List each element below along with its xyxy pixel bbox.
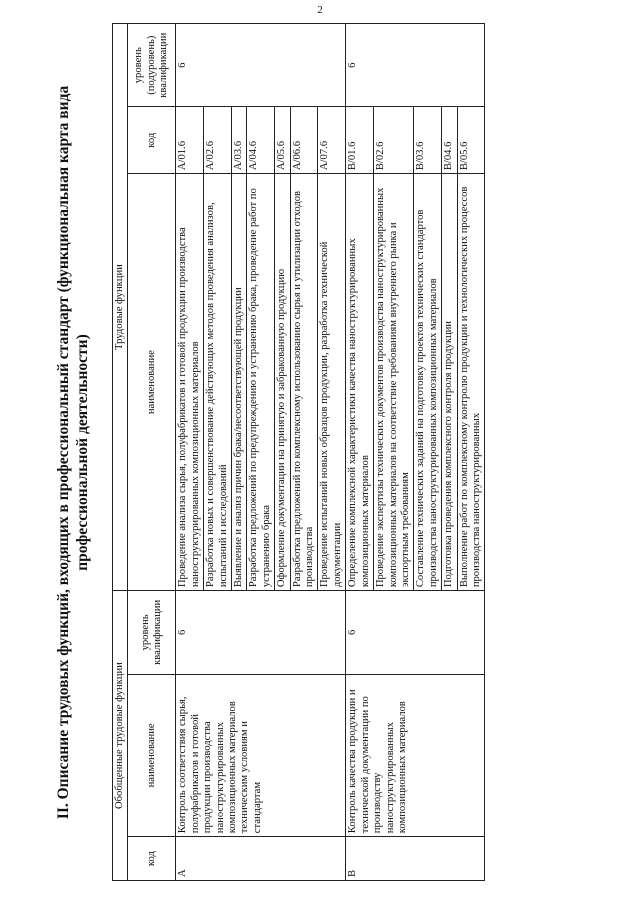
function-code: A/05.6 (275, 107, 290, 174)
function-name: Составление технических заданий на подготовку проектов технических стандартов производства наноструктурированных композиционных материалов (414, 174, 442, 591)
group-name: Контроль соответствия сырья, полуфабрикатов и готовой продукции производства наноструктурированных композиционных материалов техническим условиям и стандартам (176, 674, 346, 837)
function-name: Определение комплексной характеристики качества наноструктурированных композиционных материалов (346, 174, 374, 591)
function-name: Проведение экспертизы технических документов производства наноструктурированных композиционных материалов на соответствие требованиям внутреннего рынка и экспортным требованиям (374, 174, 414, 591)
document-title (54, 0, 92, 905)
page-number: 2 (317, 4, 323, 16)
table-row (176, 24, 204, 881)
header-function-code: код (128, 107, 176, 174)
group-level: 6 (346, 591, 485, 674)
function-name: Проведение испытаний новых образцов продукции, разработка технической документации (318, 174, 346, 591)
table-row (346, 24, 374, 881)
function-code: A/02.6 (204, 107, 232, 174)
header-code: код (128, 837, 176, 881)
header-function-name: наименование (128, 174, 176, 591)
function-code: A/07.6 (318, 107, 346, 174)
function-code: A/03.6 (232, 107, 247, 174)
group-code: B (346, 837, 485, 881)
header-level: уровень квалификации (128, 591, 176, 674)
function-name: Разработка предложений по комплексному использованию сырья и утилизации отходов производства (290, 174, 318, 591)
header-labor: Трудовые функции (113, 24, 128, 591)
function-name: Выполнение работ по комплексному контролю продукции и технологических процессов производства наноструктурированных (457, 174, 485, 591)
functional-map-table (112, 23, 485, 881)
function-code: B/04.6 (442, 107, 457, 174)
title-line-1: II. Описание трудовых функций, входящих в профессиональный стандарт (функциональная карта вида (55, 85, 72, 820)
function-name: Проведение анализа сырья, полуфабрикатов и готовой продукции производства наноструктурированных композиционных материалов (176, 174, 204, 591)
header-sublevel: уровень (подуровень) квалификации (128, 24, 176, 107)
function-name: Разработка новых и совершенствование действующих методов проведения анализов, испытаний и исследований (204, 174, 232, 591)
function-code: B/03.6 (414, 107, 442, 174)
function-name: Выявление и анализ причин брака/несоответствующей продукции (232, 174, 247, 591)
function-code: A/04.6 (247, 107, 275, 174)
title-line-2: профессиональной деятельности) (74, 334, 91, 571)
function-name: Подготовка проведения комплексного контроля продукции (442, 174, 457, 591)
header-generalized: Обобщенные трудовые функции (113, 591, 128, 881)
function-sublevel: 6 (176, 24, 346, 107)
function-name: Оформление документации на принятую и забракованную продукцию (275, 174, 290, 591)
group-code: A (176, 837, 346, 881)
group-level: 6 (176, 591, 346, 674)
function-code: A/06.6 (290, 107, 318, 174)
function-code: B/02.6 (374, 107, 414, 174)
function-name: Разработка предложений по предупреждению и устранению брака, проведение работ по устранению брака (247, 174, 275, 591)
function-sublevel: 6 (346, 24, 485, 107)
function-code: B/01.6 (346, 107, 374, 174)
function-code: B/05.6 (457, 107, 485, 174)
function-code: A/01.6 (176, 107, 204, 174)
header-name: наименование (128, 674, 176, 837)
group-name: Контроль качества продукции и технической документации по производству наноструктурированных композиционных материалов (346, 674, 485, 837)
